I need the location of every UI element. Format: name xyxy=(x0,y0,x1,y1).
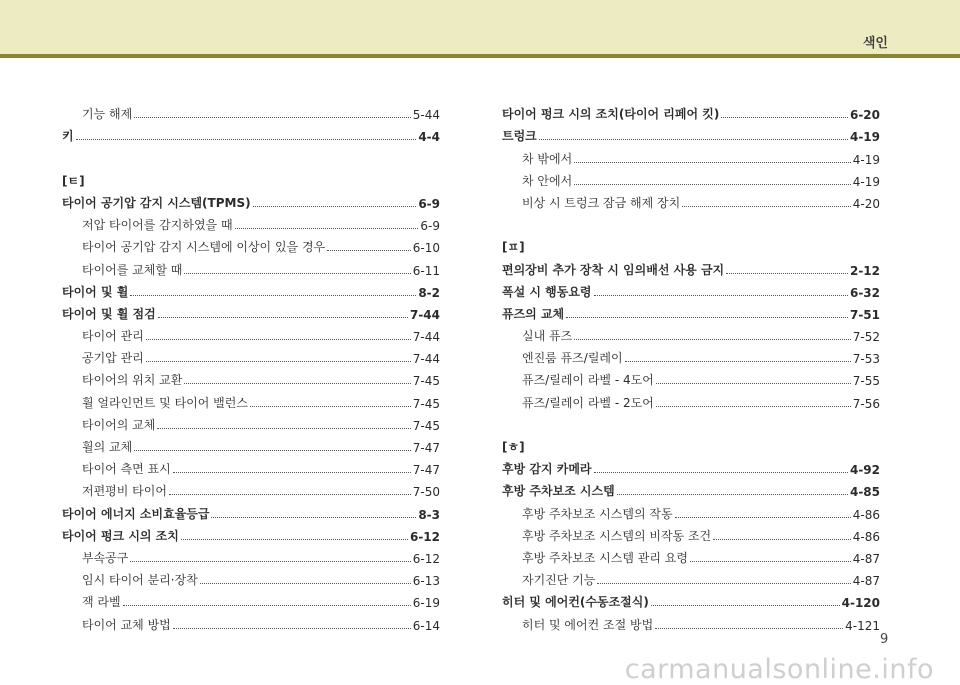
entry-page: 7-56 xyxy=(852,396,880,411)
dot-leader xyxy=(184,383,410,384)
entry-text: 폭설 시 행동요령 xyxy=(502,284,592,299)
dot-leader xyxy=(146,361,411,362)
entry-page: 7-44 xyxy=(412,330,440,345)
dot-leader xyxy=(713,539,851,540)
entry-page: 4-20 xyxy=(852,196,880,211)
index-section-heading: [ㅎ] xyxy=(502,440,525,454)
index-entry[interactable] xyxy=(62,122,440,144)
entry-text: 휠의 교체 xyxy=(82,440,133,454)
index-subentry[interactable] xyxy=(62,455,440,477)
index-subentry[interactable] xyxy=(62,544,440,566)
index-subentry[interactable] xyxy=(502,544,880,566)
entry-page: 8-3 xyxy=(418,507,440,522)
dot-leader xyxy=(169,494,411,495)
entry-page: 7-53 xyxy=(852,352,880,367)
index-entry[interactable] xyxy=(62,522,440,544)
index-subentry[interactable] xyxy=(62,100,440,122)
dot-leader xyxy=(656,383,851,384)
index-entry[interactable] xyxy=(502,255,880,277)
index-subentry[interactable] xyxy=(62,233,440,255)
entry-page: 6-19 xyxy=(412,596,440,611)
entry-page: 6-9 xyxy=(420,219,440,234)
entry-page: 6-32 xyxy=(849,285,880,300)
entry-page: 4-120 xyxy=(841,596,880,611)
dot-leader xyxy=(566,317,848,318)
entry-text: 기능 해제 xyxy=(82,107,133,122)
dot-leader xyxy=(157,428,410,429)
entry-page: 7-44 xyxy=(412,352,440,367)
entry-page: 6-14 xyxy=(412,618,440,633)
dot-leader xyxy=(173,472,411,473)
entry-page: 6-13 xyxy=(412,574,440,589)
index-subentry[interactable] xyxy=(502,189,880,211)
header-rule xyxy=(0,54,960,58)
entry-text: 비상 시 트렁크 잠금 해제 장치 xyxy=(522,195,681,210)
entry-page: 6-12 xyxy=(412,551,440,566)
entry-page: 8-2 xyxy=(418,285,440,300)
entry-text: 실내 퓨즈 xyxy=(522,329,573,344)
index-subentry[interactable] xyxy=(62,411,440,433)
index-entry[interactable] xyxy=(62,300,440,322)
spacer xyxy=(62,144,440,166)
dot-leader xyxy=(597,583,850,584)
index-entry[interactable] xyxy=(502,278,880,300)
entry-text: 히터 및 에어컨 조절 방법 xyxy=(522,617,654,632)
dot-leader xyxy=(726,273,848,274)
entry-page: 4-87 xyxy=(852,574,880,589)
entry-text: 휠 얼라인먼트 및 타이어 밸런스 xyxy=(82,395,248,410)
entry-text: 엔진룸 퓨즈/릴레이 xyxy=(522,351,623,366)
entry-page: 7-55 xyxy=(852,374,880,389)
entry-text: 타이어 측면 표시 xyxy=(82,462,171,477)
index-entry[interactable] xyxy=(62,499,440,521)
dot-leader xyxy=(130,561,410,562)
dot-leader xyxy=(173,628,411,629)
entry-page: 6-20 xyxy=(849,108,880,123)
dot-leader xyxy=(617,494,848,495)
index-subentry[interactable] xyxy=(62,566,440,588)
index-entry[interactable] xyxy=(502,122,880,144)
dot-leader xyxy=(134,117,411,118)
entry-text: 공기압 관리 xyxy=(82,351,144,366)
dot-leader xyxy=(594,472,848,473)
entry-page: 6-9 xyxy=(418,196,440,211)
entry-text: 트렁크 xyxy=(502,129,537,144)
entry-text: 퓨즈의 교체 xyxy=(502,306,565,321)
index-column-right xyxy=(502,100,880,633)
index-subentry[interactable] xyxy=(502,499,880,521)
entry-text: 부속공구 xyxy=(82,550,129,565)
index-subentry[interactable] xyxy=(502,388,880,410)
dot-leader xyxy=(574,184,851,185)
dot-leader xyxy=(574,162,851,163)
entry-text: 잭 라벨 xyxy=(82,595,121,610)
index-entry[interactable] xyxy=(502,477,880,499)
entry-page: 6-10 xyxy=(412,241,440,256)
entry-page: 4-121 xyxy=(845,618,880,633)
entry-page: 7-44 xyxy=(409,307,440,322)
entry-text: 후방 주차보조 시스템의 비작동 조건 xyxy=(522,528,712,543)
dot-leader xyxy=(134,450,411,451)
index-section-heading: [ㅌ] xyxy=(62,173,85,188)
entry-page: 2-12 xyxy=(849,263,880,278)
spacer xyxy=(502,411,880,433)
entry-text: 후방 주차보조 시스템 관리 요령 xyxy=(522,550,688,565)
entry-text: 후방 주차보조 시스템의 작동 xyxy=(522,506,673,521)
entry-page: 4-19 xyxy=(852,174,880,189)
dot-leader xyxy=(76,139,417,140)
entry-text: 키 xyxy=(62,129,74,144)
dot-leader xyxy=(235,228,419,229)
entry-page: 4-19 xyxy=(852,152,880,167)
watermark-text: carmanualsonline.info xyxy=(624,654,934,685)
dot-leader xyxy=(130,295,416,296)
index-subentry[interactable] xyxy=(502,344,880,366)
entry-text: 임시 타이어 분리·장착 xyxy=(82,573,198,588)
dot-leader xyxy=(625,361,851,362)
dot-leader xyxy=(211,517,416,518)
dot-leader xyxy=(594,295,848,296)
entry-text: 히터 및 에어컨(수동조절식) xyxy=(502,595,649,610)
entry-page: 4-19 xyxy=(849,130,880,145)
entry-page: 4-4 xyxy=(418,130,440,145)
entry-page: 4-87 xyxy=(852,551,880,566)
entry-text: 타이어 교체 방법 xyxy=(82,617,171,632)
index-subentry[interactable] xyxy=(502,566,880,588)
index-subentry[interactable] xyxy=(62,588,440,610)
dot-leader xyxy=(253,206,417,207)
dot-leader xyxy=(250,406,411,407)
entry-text: 타이어 관리 xyxy=(82,329,144,344)
dot-leader xyxy=(146,339,411,340)
entry-text: 후방 주차보조 시스템 xyxy=(502,484,615,499)
entry-page: 5-44 xyxy=(412,108,440,123)
dot-leader xyxy=(682,206,851,207)
entry-text: 타이어를 교체할 때 xyxy=(82,262,183,277)
spacer xyxy=(502,211,880,233)
dot-leader xyxy=(123,605,411,606)
dot-leader xyxy=(200,583,411,584)
entry-text: 저압 타이어를 감지하였을 때 xyxy=(82,218,233,233)
index-entry[interactable] xyxy=(502,455,880,477)
entry-page: 4-86 xyxy=(852,507,880,522)
entry-page: 7-47 xyxy=(412,441,440,455)
index-subentry[interactable] xyxy=(502,610,880,632)
index-subentry[interactable] xyxy=(62,344,440,366)
index-entry[interactable] xyxy=(502,300,880,322)
dot-leader xyxy=(656,406,851,407)
index-entry[interactable] xyxy=(62,189,440,211)
index-entry[interactable] xyxy=(62,278,440,300)
index-subentry[interactable] xyxy=(502,522,880,544)
dot-leader xyxy=(158,317,408,318)
entry-text: 편의장비 추가 장착 시 임의배선 사용 금지 xyxy=(502,262,725,277)
entry-text: 타이어 펑크 시의 조치(타이어 리페어 킷) xyxy=(502,107,720,122)
entry-text: 타이어 및 휠 점검 xyxy=(62,306,156,321)
entry-page: 7-51 xyxy=(849,307,880,322)
dot-leader xyxy=(651,605,840,606)
entry-text: 후방 감지 카메라 xyxy=(502,462,592,477)
header-band xyxy=(0,0,960,54)
entry-page: 7-45 xyxy=(412,396,440,411)
entry-text: 타이어 펑크 시의 조치 xyxy=(62,528,179,543)
index-subentry[interactable] xyxy=(62,477,440,499)
index-subentry[interactable] xyxy=(62,322,440,344)
entry-text: 타이어의 교체 xyxy=(82,417,156,432)
index-subentry[interactable] xyxy=(62,255,440,277)
entry-text: 타이어의 위치 교환 xyxy=(82,373,183,388)
entry-text: 타이어 공기압 감지 시스템에 이상이 있을 경우 xyxy=(82,240,326,255)
entry-text: 차 안에서 xyxy=(522,173,573,188)
entry-text: 타이어 및 휠 xyxy=(62,284,129,299)
entry-page: 6-11 xyxy=(412,263,440,278)
dot-leader xyxy=(539,139,848,140)
index-subentry[interactable] xyxy=(62,388,440,410)
dot-leader xyxy=(574,339,851,340)
dot-leader xyxy=(327,250,411,251)
entry-text: 퓨즈/릴레이 라벨 - 2도어 xyxy=(522,395,654,410)
entry-page: 7-45 xyxy=(412,418,440,433)
entry-page: 4-86 xyxy=(852,529,880,544)
entry-page: 4-85 xyxy=(849,485,880,500)
dot-leader xyxy=(655,628,843,629)
entry-page: 7-47 xyxy=(412,463,440,478)
entry-text: 저편평비 타이어 xyxy=(82,484,167,499)
index-subentry[interactable] xyxy=(62,211,440,233)
entry-page: 6-12 xyxy=(409,529,440,544)
page-number: 9 xyxy=(880,632,889,647)
dot-leader xyxy=(675,517,851,518)
index-subentry[interactable] xyxy=(62,433,440,455)
index-subentry[interactable] xyxy=(502,167,880,189)
index-section-heading: [ㅍ] xyxy=(502,240,525,255)
page-title: 색인 xyxy=(862,36,888,51)
dot-leader xyxy=(721,117,848,118)
entry-page: 4-92 xyxy=(849,463,880,478)
index-entry[interactable] xyxy=(502,100,880,122)
index-subentry[interactable] xyxy=(502,322,880,344)
index-subentry[interactable] xyxy=(62,610,440,632)
dot-leader xyxy=(184,273,410,274)
entry-page: 7-52 xyxy=(852,330,880,345)
entry-text: 타이어 공기압 감지 시스템(TPMS) xyxy=(62,195,251,210)
entry-text: 자기진단 기능 xyxy=(522,573,596,588)
index-column-left xyxy=(62,100,440,633)
index-subentry[interactable] xyxy=(62,366,440,388)
index-entry[interactable] xyxy=(502,588,880,610)
dot-leader xyxy=(690,561,851,562)
index-subentry[interactable] xyxy=(502,144,880,166)
entry-text: 차 밖에서 xyxy=(522,151,573,166)
entry-page: 7-50 xyxy=(412,485,440,500)
index-subentry[interactable] xyxy=(502,366,880,388)
watermark xyxy=(0,654,960,685)
dot-leader xyxy=(181,539,408,540)
entry-text: 타이어 에너지 소비효율등급 xyxy=(62,506,210,521)
entry-text: 퓨즈/릴레이 라벨 - 4도어 xyxy=(522,373,654,388)
entry-page: 7-45 xyxy=(412,374,440,389)
